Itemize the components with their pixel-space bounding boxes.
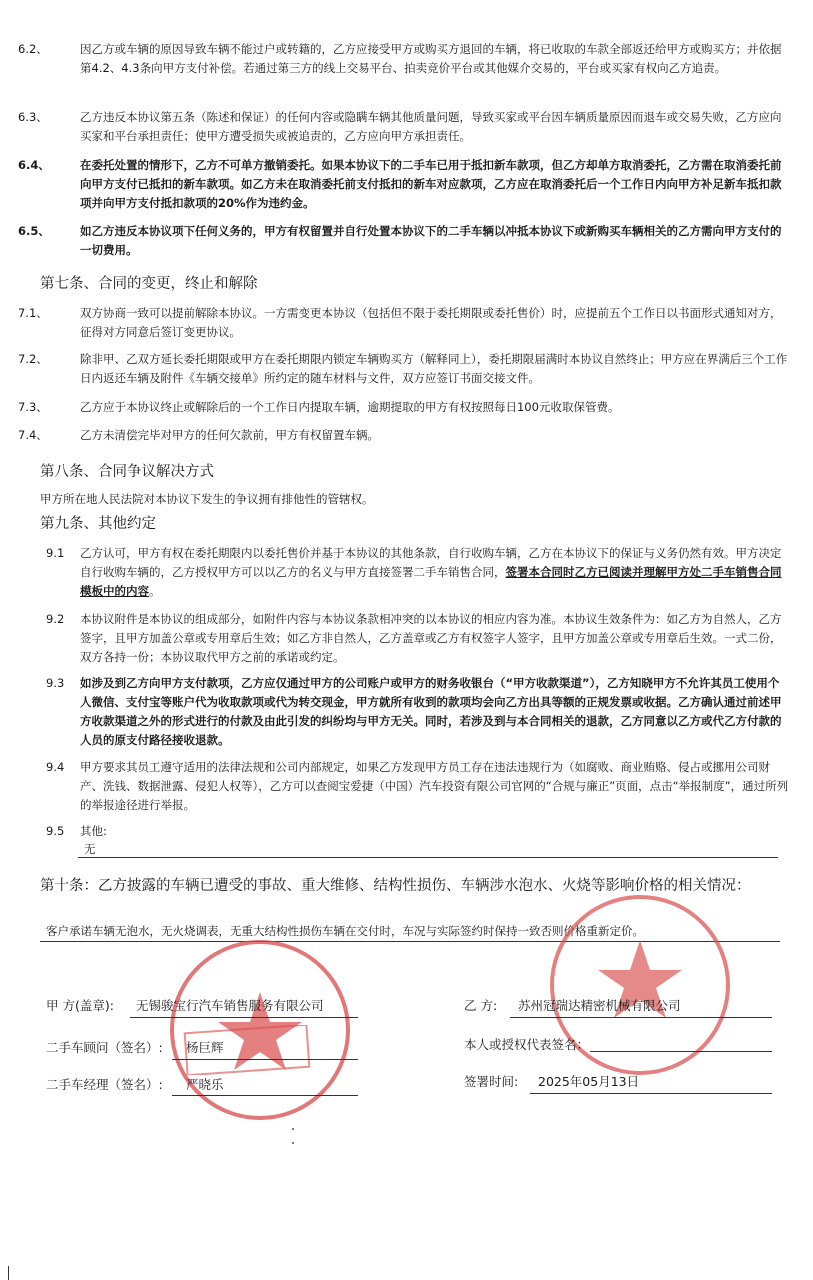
clause-number: 9.3 xyxy=(46,676,65,690)
article-8-text: 甲方所在地人民法院对本协议下发生的争议拥有排他性的管辖权。 xyxy=(40,492,374,506)
party-b-label: 乙 方: xyxy=(464,998,498,1013)
clause-9-5 xyxy=(18,822,790,841)
party-b-value: 苏州冠瑞达精密机械有限公司 xyxy=(518,998,681,1013)
clause-6-5 xyxy=(18,222,790,260)
party-a-value: 无锡骏宝行汽车销售服务有限公司 xyxy=(136,998,324,1013)
clause-number: 9.1 xyxy=(46,546,65,560)
date-value: 2025年05月13日 xyxy=(538,1074,640,1089)
article-7-title: 第七条、合同的变更，终止和解除 xyxy=(40,276,258,292)
clause-7-2 xyxy=(18,350,790,388)
advisor-label: 二手车顾问（签名）: xyxy=(46,1040,163,1055)
clause-text: 如涉及到乙方向甲方支付款项，乙方应仅通过甲方的公司账户或甲方的财务收银台（“甲方收款渠道”），乙方知晓甲方不允许其员工使用个人微信、支付宝等账户代为收取款项或代为转交现金，甲方就所有收到的款项均会向乙方出具等额的正规发票或收据。乙方确认通过前述甲方收款渠道之外的形式进行的付款及由此引发的纠纷均与甲方无关。同时，若涉及到与本合同相关的退款，乙方同意以乙方或代乙方付款的人员的原支付路径接收退款。 xyxy=(80,676,782,747)
scan-edge-mark xyxy=(8,1266,9,1280)
advisor-underline xyxy=(172,1059,358,1060)
scan-speck xyxy=(292,1142,294,1144)
clause-text: 乙方应于本协议终止或解除后的一个工作日内提取车辆，逾期提取的甲方有权按照每日100元收取保管费。 xyxy=(80,400,620,414)
clause-number: 6.2、 xyxy=(18,42,48,56)
clause-text: 乙方认可，甲方有权在委托期限内以委托售价并基于本协议的其他条款，自行收购车辆，乙方在本协议下的保证与义务仍然有效。甲方决定自行收购车辆的，乙方授权甲方可以以乙方的名义与甲方直接签署二手车销售合同， xyxy=(80,546,782,579)
clause-text: 因乙方或车辆的原因导致车辆不能过户或转籍的，乙方应接受甲方或购买方退回的车辆，将已收取的车款全部返还给甲方或购买方；并依据第4.2、4.3条向甲方支付补偿。若通过第三方的线上交易平台、拍卖竞价平台或其他媒介交易的，平台或买家有权向乙方追责。 xyxy=(80,42,782,75)
clause-7-4 xyxy=(18,426,790,445)
clause-9-1 xyxy=(18,544,790,601)
clause-7-1 xyxy=(18,304,790,342)
clause-text: 在委托处置的情形下，乙方不可单方撤销委托。如果本协议下的二手车已用于抵扣新车款项，但乙方却单方取消委托，乙方需在取消委托前向甲方支付已抵扣的新车款项。如乙方未在取消委托前支付抵扣的新车对应款项，乙方应在取消委托后一个工作日内向甲方补足新车抵扣款项并向甲方支付抵扣款项的20%作为违约金。 xyxy=(80,158,782,210)
representative-underline xyxy=(590,1051,772,1052)
clause-text: 乙方违反本协议第五条（陈述和保证）的任何内容或隐瞒车辆其他质量问题，导致买家或平台因车辆质量原因而退车或交易失败，乙方应向买家和平台承担责任；使甲方遭受损失或被追责的，乙方应向甲方承担责任。 xyxy=(80,110,782,143)
clause-number: 7.2、 xyxy=(18,352,48,366)
party-a-underline xyxy=(130,1017,358,1018)
advisor-signature: 杨巨辉 xyxy=(186,1040,224,1055)
clause-number: 9.4 xyxy=(46,760,65,774)
clause-9-3 xyxy=(18,674,790,750)
clause-text: 除非甲、乙双方延长委托期限或甲方在委托期限内锁定车辆购买方（解释同上），委托期限届满时本协议自然终止；甲方应在界满后三个工作日内返还车辆及附件《车辆交接单》所约定的随车材料与文件，双方应签订书面交接文件。 xyxy=(80,352,788,385)
clause-number: 7.1、 xyxy=(18,306,48,320)
clause-label: 其他: xyxy=(80,824,107,838)
clause-6-2 xyxy=(18,40,790,78)
scan-speck xyxy=(292,1128,294,1130)
clause-9-4 xyxy=(18,758,790,815)
clause-9-2 xyxy=(18,610,790,667)
party-b-underline xyxy=(510,1017,772,1018)
clause-number: 7.3、 xyxy=(18,400,48,414)
clause-text: 乙方未清偿完毕对甲方的任何欠款前，甲方有权留置车辆。 xyxy=(80,428,379,442)
clause-7-3 xyxy=(18,398,790,417)
clause-6-4 xyxy=(18,156,790,213)
clause-body xyxy=(80,544,790,601)
clause-text: 本协议附件是本协议的组成部分，如附件内容与本协议条款相冲突的以本协议的相应内容为准。本协议生效条件为：如乙方为自然人，乙方签字，且甲方加盖公章或专用章后生效；如乙方非自然人，乙方盖章或乙方有权签字人签字，且甲方加盖公章或专用章后生效。一式二份，双方各持一份；本协议取代甲方之前的承诺或约定。 xyxy=(80,612,782,664)
clause-number: 6.3、 xyxy=(18,110,48,124)
other-underline xyxy=(78,857,778,858)
date-label: 签署时间: xyxy=(464,1074,519,1089)
party-a-label: 甲 方(盖章): xyxy=(46,998,114,1013)
article-10-title: 第十条：乙方披露的车辆已遭受的事故、重大维修、结构性损伤、车辆涉水泡水、火烧等影响价格的相关情况： xyxy=(40,878,751,894)
clause-6-3 xyxy=(18,108,790,146)
representative-label: 本人或授权代表签名： xyxy=(464,1037,590,1052)
manager-signature: 严晓乐 xyxy=(186,1077,224,1092)
clause-number: 7.4、 xyxy=(18,428,48,442)
manager-label: 二手车经理（签名）: xyxy=(46,1077,163,1092)
clause-number: 9.5 xyxy=(46,824,65,838)
clause-number: 6.5、 xyxy=(18,224,50,238)
date-underline xyxy=(530,1093,772,1094)
manager-underline xyxy=(172,1095,358,1096)
clause-text: 双方协商一致可以提前解除本协议。一方需变更本协议（包括但不限于委托期限或委托售价）时，应提前五个工作日以书面形式通知对方，征得对方同意后签订变更协议。 xyxy=(80,306,782,339)
clause-text: 如乙方违反本协议项下任何义务的，甲方有权留置并自行处置本协议下的二手车辆以冲抵本协议下或新购买车辆相关的乙方需向甲方支付的一切费用。 xyxy=(80,224,782,257)
clause-end: 。 xyxy=(149,584,161,598)
clause-number: 9.2 xyxy=(46,612,65,626)
article-9-title: 第九条、其他约定 xyxy=(40,516,156,532)
clause-number: 6.4、 xyxy=(18,158,50,172)
clause-text: 甲方要求其员工遵守适用的法律法规和公司内部规定，如果乙方发现甲方员工存在违法违规行为（如腐败、商业贿赂、侵占或挪用公司财产、洗钱、数据泄露、侵犯人权等），乙方可以查阅宝爱捷（中国）汽车投资有限公司官网的“合规与廉正”页面，点击“举报制度”，通过所列的举报途径进行举报。 xyxy=(80,760,789,812)
party-b-seal xyxy=(540,885,740,1085)
underlined-acknowledgement: 签署本合同时乙方已阅读并理解甲方处二手车销售合同模板中的内容 xyxy=(80,565,782,598)
other-value: 无 xyxy=(84,842,96,856)
article-8-title: 第八条、合同争议解决方式 xyxy=(40,464,214,480)
article-10-text: 客户承诺车辆无泡水，无火烧调表，无重大结构性损伤车辆在交付时，车况与实际签约时保持一致否则价格重新定价。 xyxy=(46,924,644,938)
